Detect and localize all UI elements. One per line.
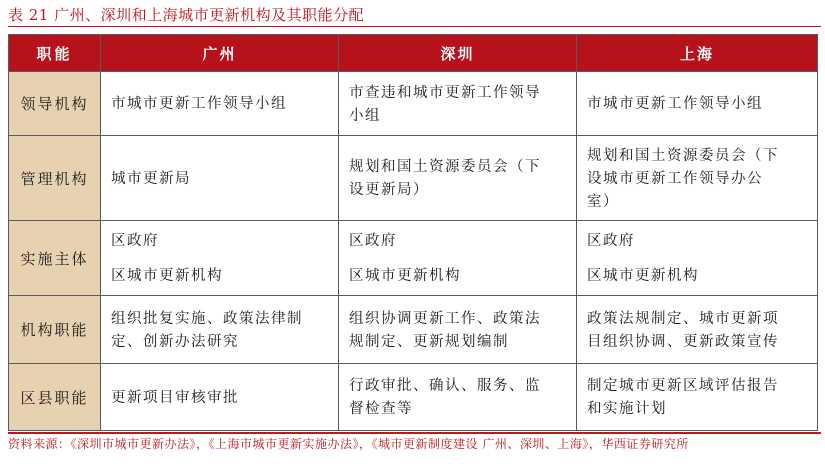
cell-text: 制定城市更新区域评估报告 bbox=[587, 378, 779, 394]
cell-text: 区政府 bbox=[349, 233, 397, 249]
cell-text: 政策法规制定、城市更新项 bbox=[587, 310, 779, 327]
table-cell bbox=[339, 364, 577, 431]
header-row bbox=[9, 35, 818, 72]
header-guangzhou: 广州 bbox=[101, 35, 339, 72]
cell-text: 规划和国土资源委员会（下 bbox=[349, 159, 541, 175]
row-label: 区县职能 bbox=[9, 364, 101, 431]
table-cell bbox=[101, 364, 339, 431]
header-shanghai: 上海 bbox=[577, 35, 818, 72]
title-divider bbox=[8, 26, 821, 27]
source-divider bbox=[8, 432, 821, 434]
cell-text: 目组织协调、更新政策宣传 bbox=[587, 333, 779, 350]
cell-text: 小组 bbox=[349, 107, 381, 124]
cell-text: 更新项目审核审批 bbox=[111, 389, 239, 406]
table-cell bbox=[339, 221, 577, 296]
table-row bbox=[9, 221, 818, 296]
table-row bbox=[9, 364, 818, 431]
table-cell bbox=[577, 221, 818, 296]
cell-text: 市城市更新工作领导小组 bbox=[587, 96, 763, 112]
cell-text: 区城市更新机构 bbox=[111, 268, 223, 284]
cell-text: 市查违和城市更新工作领导 bbox=[349, 84, 541, 101]
row-label: 领导机构 bbox=[9, 72, 101, 136]
function-table bbox=[8, 34, 818, 431]
header-shenzhen: 深圳 bbox=[339, 35, 577, 72]
cell-text: 城市更新局 bbox=[111, 170, 191, 187]
cell-text: 定、创新办法研究 bbox=[111, 333, 239, 350]
table-cell bbox=[101, 136, 339, 221]
table-cell bbox=[101, 296, 339, 364]
table-cell bbox=[101, 221, 339, 296]
row-label: 实施主体 bbox=[9, 221, 101, 296]
cell-text: 组织批复实施、政策法律制 bbox=[111, 310, 303, 327]
cell-text: 规划和国土资源委员会（下 bbox=[587, 147, 779, 164]
cell-text: 督检查等 bbox=[349, 401, 413, 417]
table-cell bbox=[577, 296, 818, 364]
row-label: 管理机构 bbox=[9, 136, 101, 221]
source-note: 资料来源：《深圳市城市更新办法》，《上海市城市更新实施办法》，《城市更新制度建设 广州、深圳、上海》，华西证券研究所 bbox=[8, 437, 689, 451]
cell-text: 设城市更新工作领导办公 bbox=[587, 170, 763, 187]
cell-text: 区城市更新机构 bbox=[587, 268, 699, 284]
table-cell bbox=[339, 136, 577, 221]
cell-text: 区政府 bbox=[111, 233, 159, 249]
cell-text: 设更新局） bbox=[349, 182, 429, 198]
cell-text: 规制定、更新规划编制 bbox=[349, 333, 509, 350]
cell-text: 室） bbox=[587, 193, 619, 210]
table-row bbox=[9, 72, 818, 136]
table-title: 表 21 广州、深圳和上海城市更新机构及其职能分配 bbox=[8, 6, 365, 24]
table-cell bbox=[101, 72, 339, 136]
table-row bbox=[9, 296, 818, 364]
header-label: 职能 bbox=[9, 35, 101, 72]
table-cell bbox=[339, 72, 577, 136]
cell-text: 和实施计划 bbox=[587, 401, 667, 417]
cell-text: 区政府 bbox=[587, 233, 635, 249]
row-label: 机构职能 bbox=[9, 296, 101, 364]
table-cell bbox=[577, 136, 818, 221]
cell-text: 区城市更新机构 bbox=[349, 268, 461, 284]
table-cell bbox=[577, 72, 818, 136]
cell-text: 行政审批、确认、服务、监 bbox=[349, 378, 541, 394]
cell-text: 组织协调更新工作、政策法 bbox=[349, 310, 541, 327]
cell-text: 市城市更新工作领导小组 bbox=[111, 96, 287, 112]
table-cell bbox=[339, 296, 577, 364]
table-cell bbox=[577, 364, 818, 431]
table-row bbox=[9, 136, 818, 221]
